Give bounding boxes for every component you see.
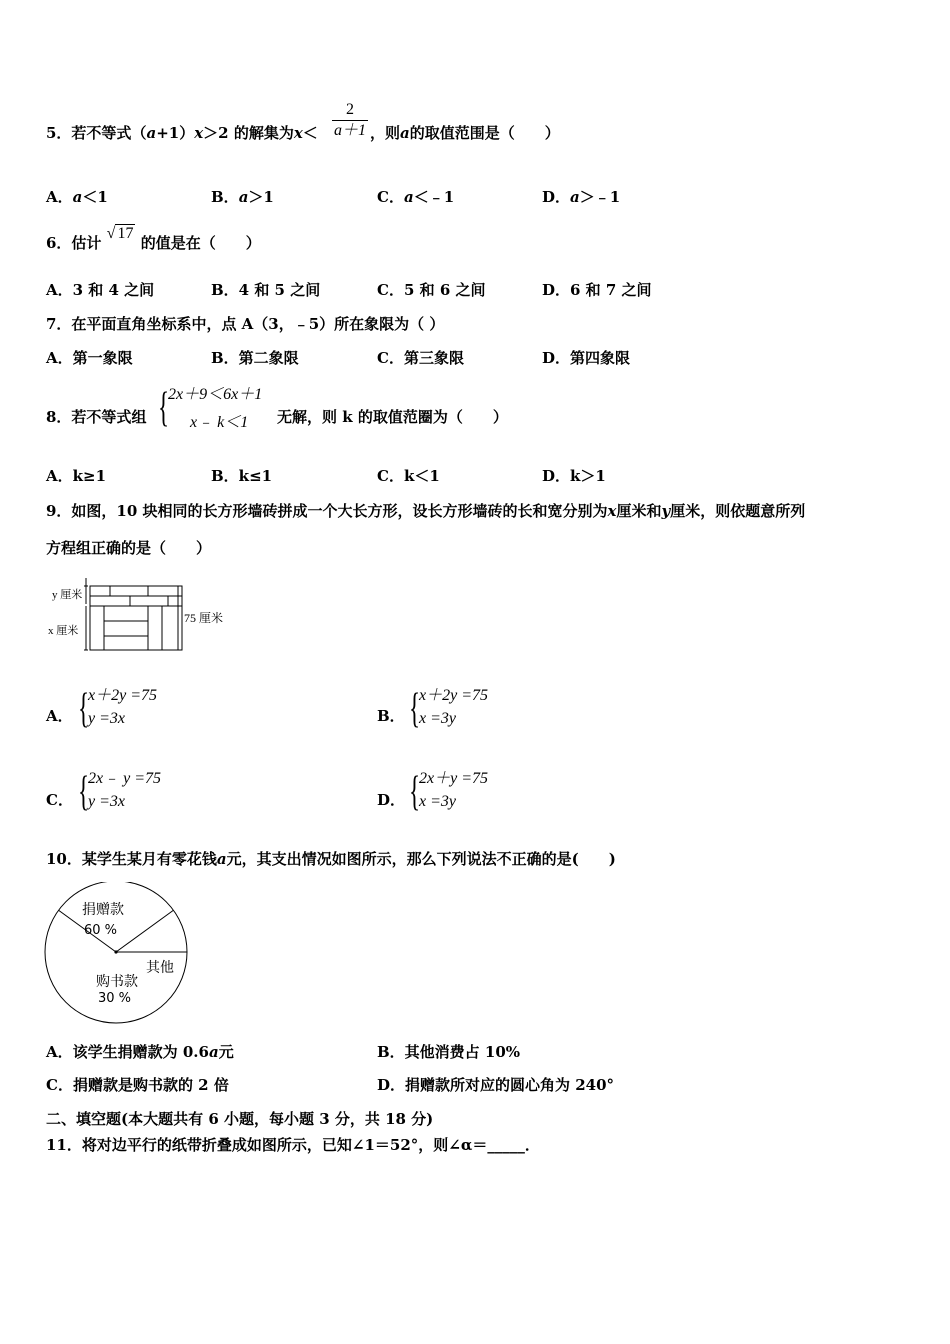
q5-option-a: A．a＜1 — [46, 188, 108, 206]
q9-option-c-label: C． — [46, 791, 73, 809]
slice-percent-donation: 60 % — [84, 923, 118, 938]
slice-percent-books: 30 % — [98, 991, 132, 1006]
q8-option-d: D．k＞1 — [542, 467, 606, 485]
q5-option-c: C．a＜﹣1 — [377, 188, 455, 206]
q8-option-b: B．k≤1 — [211, 467, 273, 485]
q5-stem: 5．若不等式（a+1）x＞2 的解集为x＜ — [46, 124, 318, 142]
q10-option-b: B．其他消费占 10% — [377, 1043, 521, 1061]
figure-y-label: y 厘米 — [52, 589, 83, 601]
q10-option-d: D．捐赠款所对应的圆心角为 240° — [377, 1076, 615, 1094]
q10-option-c: C．捐赠款是购书款的 2 倍 — [46, 1076, 229, 1094]
brace-symbol: { — [158, 385, 170, 431]
slice-label-books: 购书款 — [96, 974, 138, 990]
q6-option-d: D．6 和 7 之间 — [542, 281, 652, 299]
q10-pie-chart — [40, 882, 200, 1032]
q9-option-b-system: { x＋2y =75 x =3y — [409, 686, 489, 732]
q5-option-d: D．a＞﹣1 — [542, 188, 621, 206]
q9-brick-figure — [44, 574, 244, 658]
q7-option-c: C．第三象限 — [377, 349, 464, 367]
slice-label-other: 其他 — [146, 960, 174, 976]
q9-stem-line2: 方程组正确的是（ ） — [46, 539, 212, 557]
q10-stem: 10．某学生某月有零花钱a元，其支出情况如图所示，那么下列说法不正确的是( ) — [46, 850, 616, 868]
q6-option-c: C．5 和 6 之间 — [377, 281, 486, 299]
q7-stem: 7．在平面直角坐标系中，点 A（3，﹣5）所在象限为（ ） — [46, 315, 445, 333]
q10-option-a: A．该学生捐赠款为 0.6a元 — [46, 1043, 234, 1061]
section-title: 二、填空题(本大题共有 6 小题，每小题 3 分，共 18 分) — [46, 1110, 434, 1128]
q9-option-a-label: A． — [46, 707, 73, 725]
q8-option-a: A．k≥1 — [46, 467, 107, 485]
q9-option-c-system: { 2x﹣ y =75 y =3x — [78, 769, 162, 815]
q8-option-c: C．k＜1 — [377, 467, 440, 485]
q6-stem: 6．估计 √ 17 的值是在（ ） — [46, 225, 261, 252]
pie-center — [114, 950, 117, 953]
slice-label-donation: 捐赠款 — [82, 902, 124, 918]
figure-height-label: 75 厘米 — [184, 611, 224, 625]
q9-stem-line1: 9．如图，10 块相同的长方形墙砖拼成一个大长方形，设长方形墙砖的长和宽分别为x厘米和y厘米，则依题意所列 — [46, 502, 806, 520]
q11-stem: 11．将对边平行的纸带折叠成如图所示，已知∠1＝52°，则∠α＝_____． — [46, 1136, 540, 1154]
q9-option-d-label: D． — [377, 791, 406, 809]
q9-option-b-label: B． — [377, 707, 405, 725]
q9-option-a-system: { x＋2y =75 y =3x — [78, 686, 158, 732]
q7-option-b: B．第二象限 — [211, 349, 299, 367]
q8-stem-suffix: 无解，则 k 的取值范圈为（ ） — [277, 408, 508, 426]
q5-fraction: $\frac{2}{a+1}$ — [334, 101, 367, 139]
q6-option-a: A．3 和 4 之间 — [46, 281, 155, 299]
figure-x-label: x 厘米 — [48, 625, 79, 637]
q8-inequality-system: { 2x＋9＜6x＋1 x﹣ k＜1 — [158, 381, 278, 437]
pie-spoke-books-other — [116, 910, 173, 952]
q6-option-b: B．4 和 5 之间 — [211, 281, 321, 299]
q7-option-d: D．第四象限 — [542, 349, 631, 367]
q7-option-a: A．第一象限 — [46, 349, 133, 367]
q5-option-b: B．a＞1 — [211, 188, 274, 206]
q9-option-d-system: { 2x＋y =75 x =3y — [409, 769, 489, 815]
q8-stem-prefix: 8．若不等式组 — [46, 408, 147, 426]
sqrt-symbol: √ 17 — [106, 225, 134, 242]
q5-stem-end: ，则a的取值范围是（ ） — [370, 124, 560, 142]
